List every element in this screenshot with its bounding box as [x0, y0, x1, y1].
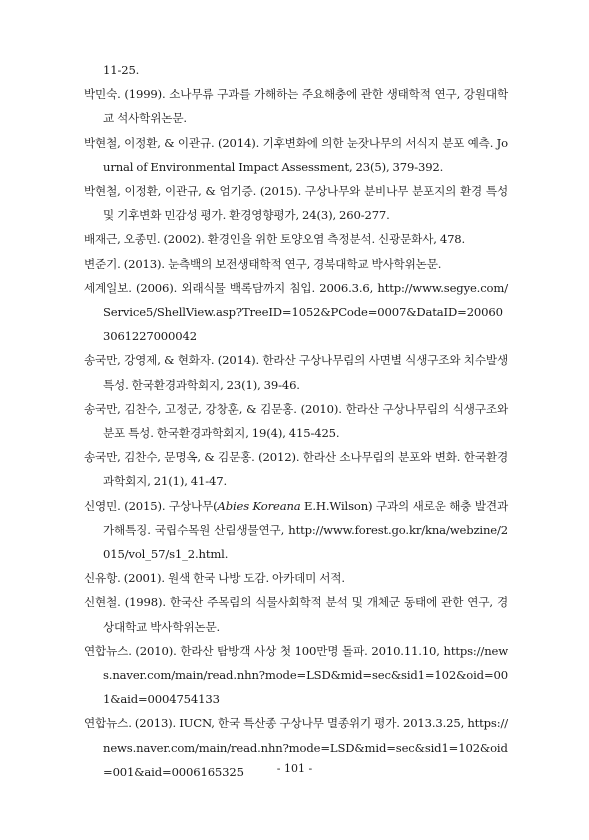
- reference-entry: 연합뉴스. (2013). IUCN, 한국 특산종 구상나무 멸종위기 평가. 2013.3.25, https://news.naver.com/main/read.nhn?mode=LSD&mid=sec&sid1=102&oid=001&aid=0006165325: [84, 716, 508, 779]
- reference-entry: 송국만, 김찬수, 고정군, 강창훈, & 김문홍. (2010). 한라산 구상나무림의 식생구조와 분포 특성. 한국환경과학회지, 19(4), 415-425.: [84, 401, 508, 441]
- reference-entry: 배재근, 오종민. (2002). 환경인을 위한 토양오염 측정분석. 신광문화사, 478.: [84, 232, 466, 247]
- reference-list: [84, 58, 508, 784]
- reference-entry: 박현철, 이정환, & 이관규. (2014). 기후변화에 의한 눈잣나무의 서식지 분포 예측. Journal of Environmental Impact Assessment, 23(5), 379-392.: [84, 135, 508, 174]
- reference-entry: 연합뉴스. (2010). 한라산 탐방객 사상 첫 100만명 돌파. 2010.11.10, https://news.naver.com/main/read.nhn?mode=LSD&mid=sec&sid1=102&oid=001&aid=0004754133: [84, 643, 508, 707]
- reference-entry: 변준기. (2013). 눈측백의 보전생태학적 연구, 경북대학교 박사학위논문.: [84, 256, 442, 271]
- reference-entry: [84, 494, 508, 567]
- page-number: - 101 -: [276, 762, 313, 775]
- reference-entry: 11-25.: [103, 63, 140, 77]
- species-name: Abies Koreana: [217, 498, 301, 513]
- reference-entry: 신현철. (1998). 한국산 주목림의 식물사회학적 분석 및 개체군 동태에 관한 연구, 경상대학교 박사학위논문.: [84, 595, 508, 634]
- reference-entry: 송국만, 강영제, & 현화자. (2014). 한라산 구상나무림의 사면별 식생구조와 치수발생 특성. 한국환경과학회지, 23(1), 39-46.: [84, 353, 508, 392]
- reference-entry: 송국만, 김찬수, 문명옥, & 김문홍. (2012). 한라산 소나무림의 분포와 변화. 한국환경과학회지, 21(1), 41-47.: [84, 450, 508, 489]
- reference-entry: 세계일보. (2006). 외래식물 백록담까지 침입. 2006.3.6, http://www.segye.com/Service5/ShellView.asp?TreeID=1052&PCode=0007&DataID=200603061227000042: [84, 280, 508, 344]
- reference-entry: 박현철, 이정환, 이관규, & 엄기증. (2015). 구상나무와 분비나무 분포지의 환경 특성 및 기후변화 민감성 평가. 환경영향평가, 24(3), 260-277.: [84, 184, 508, 223]
- reference-text: E.H.Wilson) 구과의 새로운 해충 발견과 가해특징. 국립수목원 산림생물연구, http://www.forest.go.kr/kna/webzine/2015/vol_57/s1_2.html.: [103, 498, 509, 562]
- reference-entry: 신유항. (2001). 원색 한국 나방 도감. 아카데미 서적.: [84, 571, 345, 586]
- reference-entry: 박민숙. (1999). 소나무류 구과를 가해하는 주요해충에 관한 생태학적 연구, 강원대학교 석사학위논문.: [84, 87, 508, 126]
- reference-text: 신영민. (2015). 구상나무(: [84, 498, 218, 513]
